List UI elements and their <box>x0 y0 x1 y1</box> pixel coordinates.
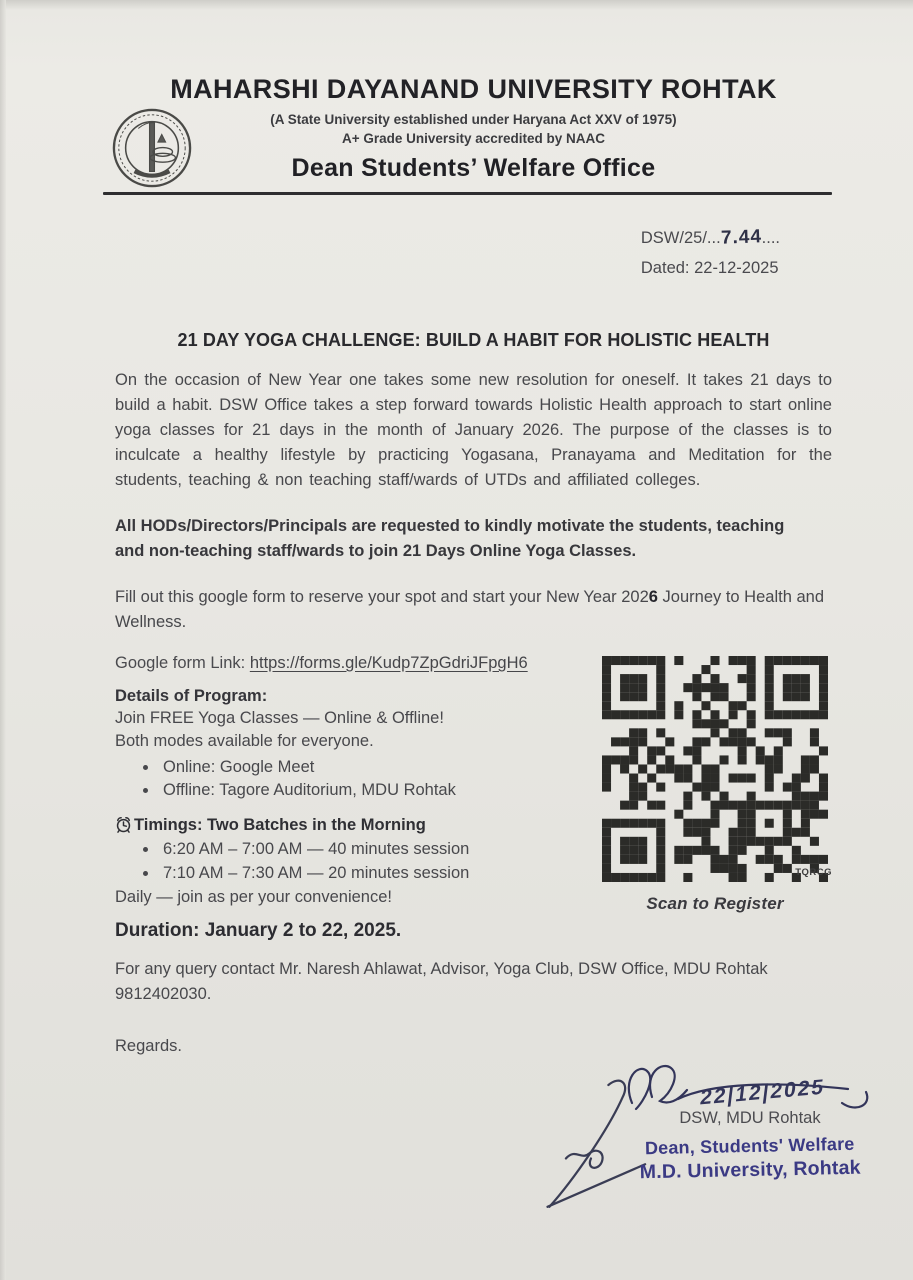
google-form-link-line <box>115 654 594 673</box>
google-form-link-label: Google form Link: <box>115 653 250 672</box>
reference-block <box>115 221 832 283</box>
reference-number <box>641 221 780 254</box>
list-item: • Offline: Tagore Auditorium, MDU Rohtak <box>159 780 594 802</box>
reference-number-handwritten: 7.44 <box>720 226 763 249</box>
daily-note: Daily — join as per your convenience! <box>115 887 392 906</box>
dsw-designation-line: DSW, MDU Rohtak <box>679 1109 821 1127</box>
duration-line: Duration: January 2 to 22, 2025. <box>115 919 402 941</box>
header-divider <box>103 192 832 195</box>
list-item: • Online: Google Meet <box>159 757 594 779</box>
stamp-line-2: M.D. University, Rohtak <box>639 1156 861 1184</box>
qr-generator-label: TQRCG <box>795 866 832 878</box>
handwritten-date: 22|12|2025 <box>698 1075 827 1110</box>
university-seal-icon <box>111 106 193 190</box>
qr-column <box>598 656 832 942</box>
alarm-clock-icon <box>115 816 132 833</box>
establishment-line: (A State University established under Haryana Act XXV of 1975) <box>270 112 677 127</box>
letter-title: 21 DAY YOGA CHALLENGE: BUILD A HABIT FOR HOLISTIC HEALTH <box>177 330 770 351</box>
letterhead <box>115 74 832 183</box>
dean-stamp <box>616 1132 885 1186</box>
intro-paragraph: On the occasion of New Year one takes some new resolution for oneself. It takes 21 days to build a habit. DSW Office takes a step forward towards Holistic Health approach to start online yoga classes for 21 days in the month of January 2026. The purpose of the classes is to inculcate a healthy lifestyle by practicing Yogasana, Pranayama and Meditation for the students, teaching & non teaching staff/wards of UTDs and affiliated colleges. <box>115 371 832 490</box>
naac-grade-line: A+ Grade University accredited by NAAC <box>342 131 605 146</box>
program-heading: Details of Program: <box>115 686 268 705</box>
mode-list <box>159 757 594 803</box>
form-invite-text: Fill out this google form to reserve your spot and start your New Year 202 <box>115 587 649 606</box>
timings-heading <box>115 816 594 835</box>
stamp-line-1: Dean, Students' Welfare <box>644 1133 855 1159</box>
closing-word: Regards. <box>115 1036 182 1055</box>
list-item: • 7:10 AM – 7:30 AM — 20 minutes session <box>159 863 594 885</box>
qr-caption: Scan to Register <box>646 893 784 913</box>
signature-area <box>115 1063 861 1253</box>
program-details-column <box>115 654 594 942</box>
qr-code <box>602 656 832 882</box>
university-name: MAHARSHI DAYANAND UNIVERSITY ROHTAK <box>170 74 777 104</box>
letter-date: Dated: 22-12-2025 <box>640 259 779 278</box>
google-form-link[interactable]: https://forms.gle/Kudp7ZpGdriJFpgH6 <box>249 653 528 672</box>
signature-right-block <box>616 1059 884 1183</box>
batch-list <box>159 839 594 885</box>
form-invite-paragraph <box>115 585 832 635</box>
corrected-year-digit: 6 <box>648 587 658 606</box>
program-line-1: Join FREE Yoga Classes — Online & Offline! <box>115 708 444 727</box>
details-and-qr <box>115 654 832 942</box>
form-invite-text-end: Journey to Health and Wellness. <box>115 587 824 631</box>
list-item: • 6:20 AM – 7:00 AM — 40 minutes session <box>159 839 594 861</box>
timings-heading-text: Timings: Two Batches in the Morning <box>134 816 426 835</box>
contact-paragraph: For any query contact Mr. Naresh Ahlawat, Advisor, Yoga Club, DSW Office, MDU Rohtak 9812402030. <box>115 959 768 1003</box>
reference-number-suffix: .... <box>761 229 780 247</box>
reference-number-prefix: DSW/25/... <box>640 229 721 247</box>
signature-right-flourish <box>616 1059 884 1121</box>
request-paragraph: All HODs/Directors/Principals are requested to kindly motivate the students, teaching and non-teaching staff/wards to join 21 Days Online Yoga Classes. <box>115 516 785 560</box>
program-line-2: Both modes available for everyone. <box>115 732 374 751</box>
office-name: Dean Students’ Welfare Office <box>291 154 656 182</box>
